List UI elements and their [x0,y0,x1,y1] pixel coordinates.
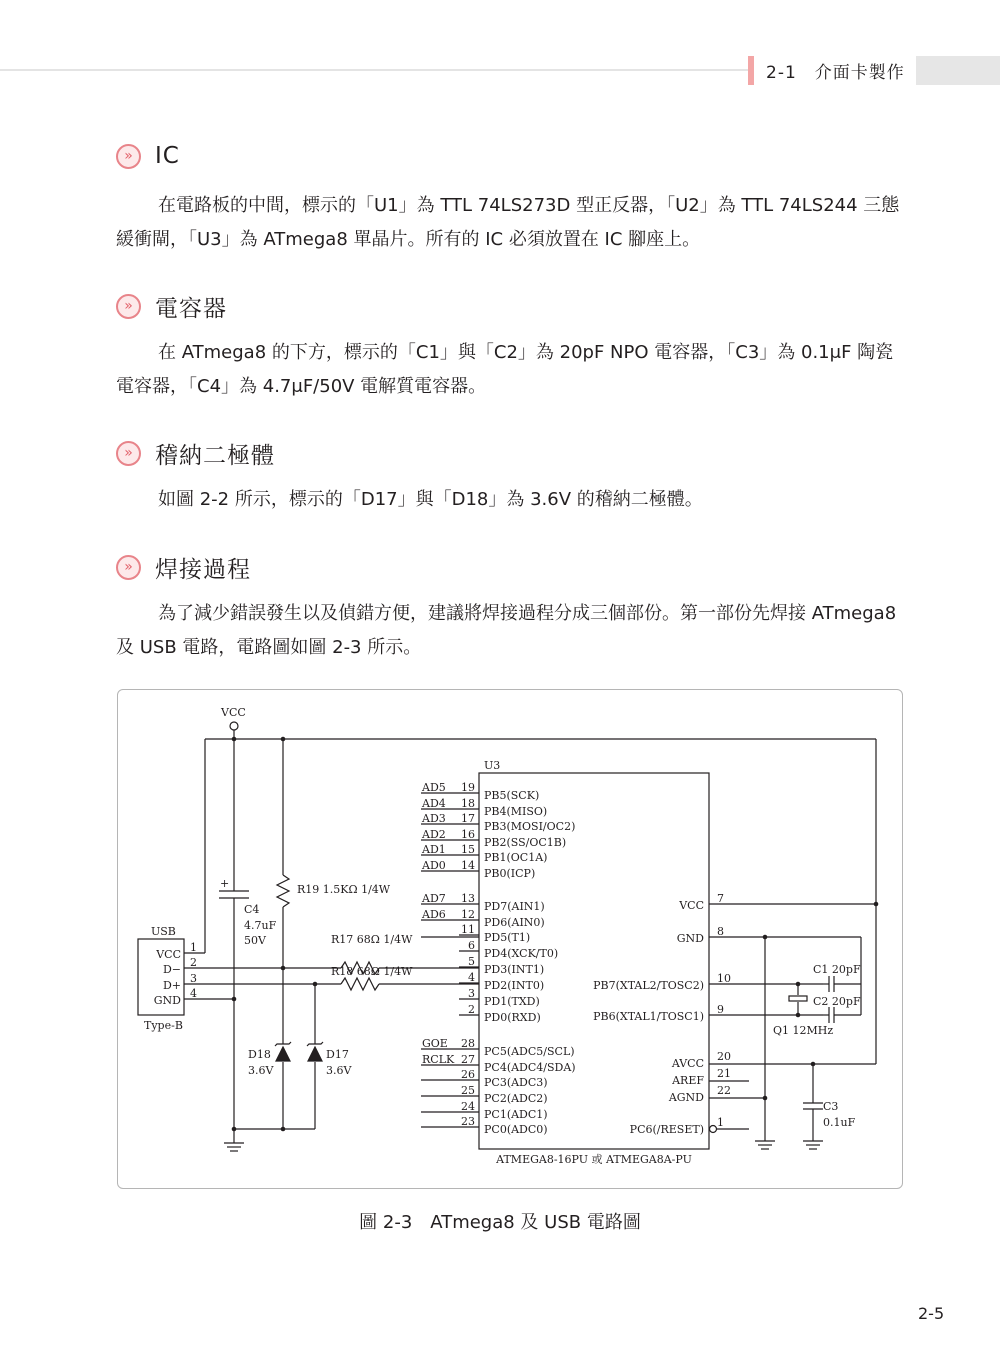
section-body-soldering [116,597,906,665]
pin-number: 9 [717,1003,724,1016]
pin-number: 26 [461,1068,475,1081]
pin-number: 28 [461,1037,475,1050]
net-label: AD0 [422,859,446,872]
pin-number: 11 [461,923,475,936]
c4-voltage: 50V [244,934,266,947]
c2-label: C2 20pF [813,995,861,1008]
c3-label: C3 [823,1100,839,1113]
net-label: AD1 [422,843,446,856]
double-chevron-right-icon: » [116,294,141,319]
chip-name: ATMEGA8-16PU 或 ATMEGA8A-PU [496,1153,692,1166]
r18-label: R18 68Ω 1/4W [331,965,413,978]
paragraph: 在 ATmega8 的下方，標示的「C1」與「C2」為 20pF NPO 電容器，「C3」為 0.1μF 陶瓷電容器，「C4」為 4.7μF/50V 電解質電容器。 [116,342,894,397]
pin-name: PC5(ADC5/SCL) [484,1045,575,1058]
pin-number: 27 [461,1053,475,1066]
r17-label: R17 68Ω 1/4W [331,933,413,946]
pin-name: PB6(XTAL1/TOSC1) [593,1010,704,1023]
pin-name: PD3(INT1) [484,963,545,976]
pin-name: PC6(/RESET) [629,1123,704,1136]
header-gray-block [916,56,1000,85]
header-accent-bar [748,56,754,85]
pin-number: 5 [468,955,475,968]
pin-number: 15 [461,843,475,856]
pin-number: 8 [717,925,724,938]
section-title: 焊接過程 [155,557,251,583]
pin-name: PD7(AIN1) [484,900,545,913]
pin-name: AVCC [671,1057,704,1070]
paragraph: 如圖 2-2 所示，標示的「D17」與「D18」為 3.6V 的稽納二極體。 [158,489,703,510]
r19-label: R19 1.5KΩ 1/4W [297,883,391,896]
pin-number: 20 [717,1050,731,1063]
pin-name: PD1(TXD) [484,995,540,1008]
pin-number: 19 [461,781,475,794]
pin-number: 3 [468,987,475,1000]
c4-value: 4.7uF [244,919,277,932]
usb-pin-gnd: GND [153,994,181,1007]
pin-number: 6 [468,939,475,952]
usb-pin-number: 2 [190,956,197,969]
usb-pin-number: 3 [190,972,197,985]
page-number: 2-5 [918,1304,945,1323]
usb-pin-number: 4 [190,987,197,1000]
pin-number: 23 [461,1115,475,1128]
pin-name: PB7(XTAL2/TOSC2) [593,979,704,992]
pin-name: PB4(MISO) [484,805,548,818]
section-heading-capacitors [116,290,227,323]
pin-name: PD6(AIN0) [484,916,545,929]
pin-name: PB0(ICP) [484,867,536,880]
section-body-capacitors [116,336,906,404]
pin-name: PB1(OC1A) [484,851,548,864]
pin-name: PB3(MOSI/OC2) [484,820,576,833]
paragraph: 在電路板的中間，標示的「U1」為 TTL 74LS273D 型正反器，「U2」為 TTL 74LS244 三態緩衝閘，「U3」為 ATmega8 單晶片。所有的 IC 必須放置在 IC 腳座上。 [116,195,900,250]
net-label: AD4 [422,797,446,810]
schematic-svg [118,690,903,1189]
pin-number: 21 [717,1067,731,1080]
c1-label: C1 20pF [813,963,861,976]
section-heading-soldering [116,551,251,584]
pin-name: PD4(XCK/T0) [484,947,559,960]
pin-number: 7 [717,892,724,905]
pin-number: 13 [461,892,475,905]
pin-number: 18 [461,797,475,810]
q1-label: Q1 12MHz [773,1024,834,1037]
pin-name: PC4(ADC4/SDA) [484,1061,576,1074]
pin-number: 1 [717,1116,724,1129]
running-header: 2-1 介面卡製作 [766,63,905,83]
pin-number: 17 [461,812,475,825]
pin-number: 4 [468,971,475,984]
double-chevron-right-icon: » [116,555,141,580]
pin-name: PD2(INT0) [484,979,545,992]
schematic-figure [117,689,903,1189]
pin-name: AGND [668,1091,704,1104]
double-chevron-right-icon: » [116,144,141,169]
pin-number: 14 [461,859,475,872]
c4-label: C4 [244,903,260,916]
net-label: GOE [422,1037,448,1050]
header-rule [0,69,748,71]
pin-name: AREF [672,1074,704,1087]
pin-number: 12 [461,908,475,921]
pin-name: PB2(SS/OC1B) [484,836,567,849]
pin-name: PD0(RXD) [484,1011,541,1024]
pin-name: GND [676,932,704,945]
usb-type-label: Type-B [144,1019,183,1032]
vcc-label: VCC [221,706,246,719]
section-title: 稽納二極體 [155,443,275,469]
figure-caption: 圖 2-3 ATmega8 及 USB 電路圖 [359,1212,641,1233]
d17-label: D17 [326,1048,349,1061]
net-label: AD6 [422,908,446,921]
pin-name: PD5(T1) [484,931,531,944]
d17-voltage: 3.6V [326,1064,352,1077]
pin-name: PC3(ADC3) [484,1076,548,1089]
c3-value: 0.1uF [823,1116,856,1129]
usb-pin-number: 1 [190,941,197,954]
pin-name: VCC [679,899,704,912]
section-body-ic [116,189,906,257]
c4-plus-sign: + [220,877,230,890]
section-heading-ic [116,143,180,169]
pin-number: 22 [717,1084,731,1097]
pin-name: PC1(ADC1) [484,1108,548,1121]
net-label: AD3 [422,812,446,825]
pin-name: PC2(ADC2) [484,1092,548,1105]
pin-number: 25 [461,1084,475,1097]
net-label: AD2 [422,828,446,841]
usb-pin-dplus: D+ [162,979,181,992]
pin-number: 24 [461,1100,475,1113]
pin-number: 16 [461,828,475,841]
paragraph: 為了減少錯誤發生以及偵錯方便，建議將焊接過程分成三個部份。第一部份先焊接 ATmega8 及 USB 電路，電路圖如圖 2-3 所示。 [116,603,897,658]
net-label: AD7 [422,892,446,905]
net-label: AD5 [422,781,446,794]
pin-number: 2 [468,1003,475,1016]
net-label: RCLK [422,1053,455,1066]
d18-label: D18 [248,1048,271,1061]
pin-name: PC0(ADC0) [484,1123,548,1136]
usb-pin-vcc: VCC [156,948,181,961]
double-chevron-right-icon: » [116,441,141,466]
section-body-zener [116,483,906,517]
pin-number: 10 [717,972,731,985]
d18-voltage: 3.6V [248,1064,274,1077]
section-title: 電容器 [155,296,227,322]
section-heading-zener [116,437,275,470]
usb-pin-dminus: D− [162,963,181,976]
pin-name: PB5(SCK) [484,789,540,802]
section-title: IC [155,143,180,169]
usb-label: USB [151,925,176,938]
u3-label: U3 [484,759,501,772]
